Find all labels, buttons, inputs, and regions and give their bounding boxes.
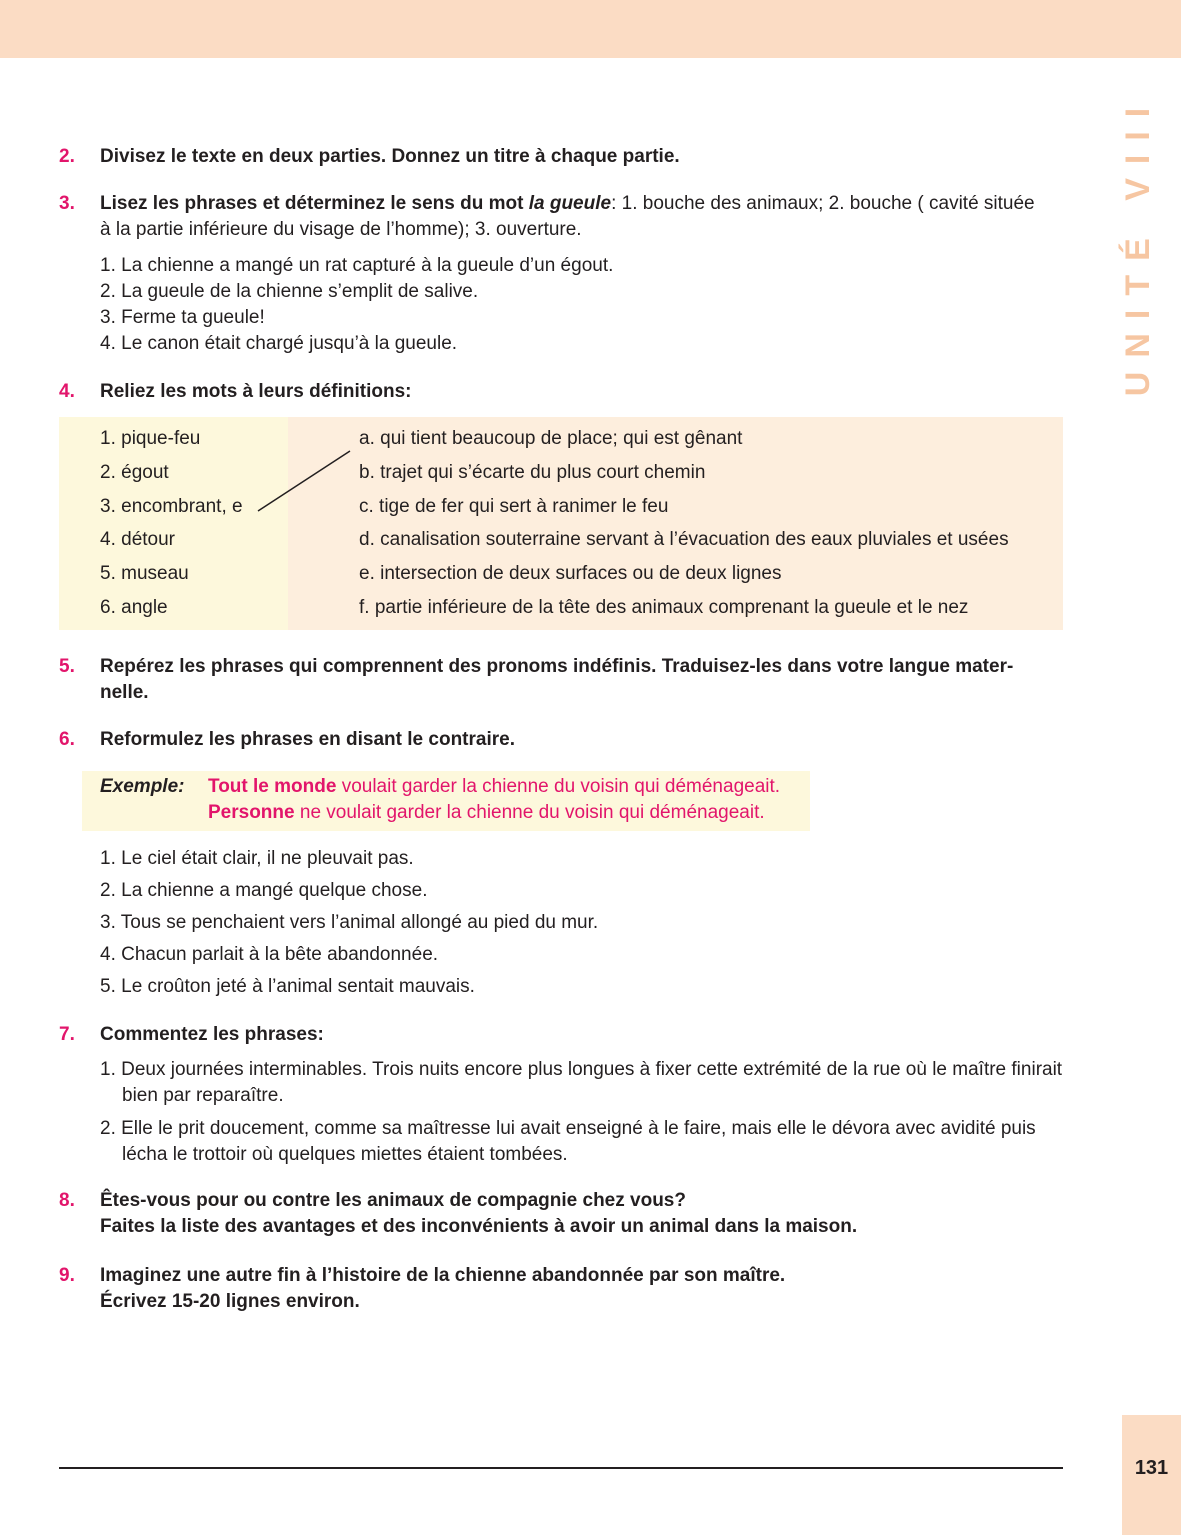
definition-item: a. qui tient beaucoup de place; qui est gênant	[359, 428, 743, 449]
keyword: la gueule	[528, 193, 612, 214]
page-number: 131	[1134, 1457, 1169, 1479]
exercise-instruction: Reformulez les phrases en disant le contraire.	[100, 729, 515, 750]
list-item: 3. Ferme ta gueule!	[100, 307, 265, 328]
unit-label: UNITÉ VIII	[1119, 93, 1157, 397]
word-item: 1. pique-feu	[100, 428, 201, 449]
exercise-2	[59, 144, 1069, 170]
list-item: 2. La chienne a mangé quelque chose.	[100, 880, 428, 901]
word-item: 4. détour	[100, 529, 175, 550]
example-label: Exemple:	[100, 776, 185, 797]
exercise-number: 7.	[59, 1024, 75, 1045]
matching-table	[59, 417, 1063, 630]
exercise-9	[59, 1263, 1069, 1315]
definition-item: b. trajet qui s’écarte du plus court chemin	[359, 462, 706, 483]
sentence-list	[100, 253, 1069, 357]
list-item: 5. Le croûton jeté à l’animal sentait mauvais.	[100, 976, 475, 997]
exercise-number: 8.	[59, 1190, 75, 1211]
exercise-number: 9.	[59, 1265, 75, 1286]
example-box	[82, 771, 810, 831]
exercise-5	[59, 654, 1069, 706]
list-item: 4. Chacun parlait à la bête abandonnée.	[100, 944, 439, 965]
header-band	[0, 0, 1181, 58]
definition-item: f. partie inférieure de la tête des animaux comprenant la gueule et le nez	[359, 597, 969, 618]
definition-item: d. canalisation souterraine servant à l’évacuation des eaux pluviales et usées	[359, 529, 1009, 550]
exercise-6	[59, 727, 1069, 753]
exercise-number: 5.	[59, 656, 75, 677]
exercise-8	[59, 1188, 1069, 1240]
exercise-instruction: Reliez les mots à leurs définitions:	[100, 381, 412, 402]
example-sentence: Tout le monde voulait garder la chienne du voisin qui déménageait.	[208, 776, 781, 797]
footer-rule	[59, 1467, 1063, 1469]
definition-item: e. intersection de deux surfaces ou de deux lignes	[359, 563, 782, 584]
word-item: 5. museau	[100, 563, 189, 584]
list-item: 1. Le ciel était clair, il ne pleuvait pas.	[100, 848, 414, 869]
exercise-instruction: Repérez les phrases qui comprennent des pronoms indéfinis. Traduisez-les dans votre langue mater- nelle.	[100, 656, 1014, 703]
list-item: 2. La gueule de la chienne s’emplit de salive.	[100, 281, 479, 302]
exercise-instruction: Lisez les phrases et déterminez le sens du mot la gueule: 1. bouche des animaux; 2. bouche ( cavité située à la partie inférieure du visage de l’homme); 3. ouverture.	[100, 193, 1035, 240]
sentence-list	[100, 846, 1069, 1006]
word-item: 6. angle	[100, 597, 168, 618]
exercise-number: 3.	[59, 193, 75, 214]
word-item: 3. encombrant, e	[100, 496, 243, 517]
exercise-3	[59, 191, 1069, 357]
example-sentence: Personne ne voulait garder la chienne du voisin qui déménageait.	[208, 802, 765, 823]
exercise-instruction: Imaginez une autre fin à l’histoire de la chienne abandonnée par son maître. Écrivez 15-20 lignes environ.	[100, 1265, 786, 1312]
exercise-instruction: Êtes-vous pour ou contre les animaux de compagnie chez vous? Faites la liste des avantages et des inconvénients à avoir un animal dans la maison.	[100, 1190, 858, 1237]
exercise-number: 4.	[59, 381, 75, 402]
exercise-number: 2.	[59, 146, 75, 167]
exercise-instruction: Divisez le texte en deux parties. Donnez un titre à chaque partie.	[100, 146, 680, 167]
exercise-instruction: Commentez les phrases:	[100, 1024, 324, 1045]
exercise-6-items	[59, 846, 1069, 1006]
list-item: 4. Le canon était chargé jusqu’à la gueule.	[100, 333, 458, 354]
list-item: 1. Deux journées interminables. Trois nuits encore plus longues à fixer cette extrémité de la rue où le maître finirait bien par reparaître.	[100, 1059, 1063, 1106]
list-item: 1. La chienne a mangé un rat capturé à la gueule d’un égout.	[100, 255, 614, 276]
exercise-7	[59, 1022, 1069, 1168]
definition-item: c. tige de fer qui sert à ranimer le feu	[359, 496, 669, 517]
exercise-number: 6.	[59, 729, 75, 750]
list-item: 2. Elle le prit doucement, comme sa maîtresse lui avait enseigné à le faire, mais elle le dévora avec avidité puis lécha le trottoir où quelques miettes étaient tombées.	[100, 1118, 1036, 1165]
sentence-list	[100, 1057, 1064, 1168]
list-item: 3. Tous se penchaient vers l’animal allongé au pied du mur.	[100, 912, 599, 933]
exercise-4	[59, 379, 1069, 405]
word-item: 2. égout	[100, 462, 169, 483]
